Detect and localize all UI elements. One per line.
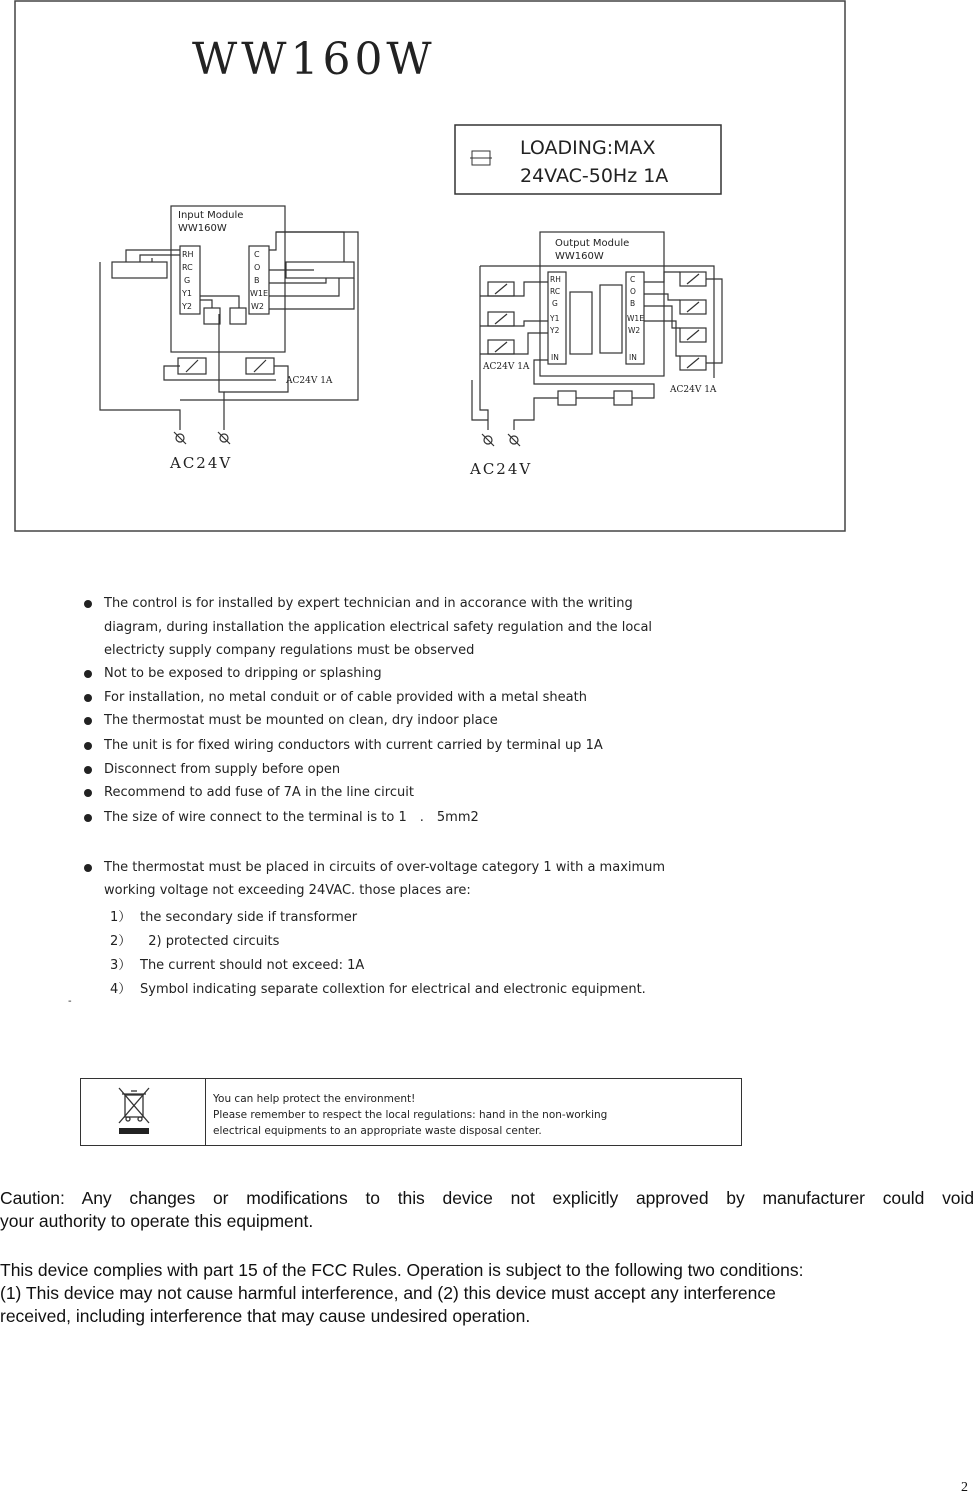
output-terminal-in-right: IN [629,353,637,362]
loading-max-label: LOADING:MAX [520,137,656,159]
item-text: 2) protected circuits [140,934,280,949]
stray-dash: - [68,996,72,1007]
input-terminal-y2: Y2 [182,302,192,311]
input-terminal-o: O [254,263,261,272]
bullet-dot [84,864,92,872]
bullet-dot [84,742,92,750]
bullet-text: The size of wire connect to the terminal is to 1 . 5mm2 [104,810,479,825]
bullet-dot [84,670,92,678]
output-terminal-b: B [630,299,636,308]
bullet-dot [84,694,92,702]
fcc-line2: (1) This device may not cause harmful interference, and (2) this device must accept any interference [0,1283,776,1303]
wiring-diagram [14,0,846,532]
item-number: 2） [110,934,132,949]
output-module-model: WW160W [555,251,604,262]
output-module-name: Output Module [555,238,630,249]
output-ac-rating-right: AC24V 1A [670,385,717,395]
input-terminal-rh: RH [182,250,194,259]
bullet-dot [84,717,92,725]
input-ac-rating: AC24V 1A [286,376,333,386]
input-power-label: AC24V [170,454,233,472]
output-terminal-c: C [630,275,636,284]
output-terminal-o: O [630,287,636,296]
item-number: 3） [110,958,132,973]
bullet-text: Recommend to add fuse of 7A in the line circuit [104,785,414,800]
item-text: Symbol indicating separate collextion for electrical and electronic equipment. [140,982,646,997]
output-terminal-rh: RH [550,275,561,284]
output-terminal-in-left: IN [551,353,559,362]
output-terminal-g: G [552,299,558,308]
diagram-title: WW160W [192,34,436,85]
loading-rating-label: 24VAC-50Hz 1A [520,165,669,187]
voltage-note-item [110,978,646,997]
item-number: 4） [110,982,132,997]
caution-line1: Caution: Any changes or modifications to this device not explicitly approved by manufacturer could void [0,1188,974,1208]
input-terminal-b: B [254,276,260,285]
environment-line1: You can help protect the environment! [213,1093,416,1105]
output-ac-rating-left: AC24V 1A [483,362,530,372]
output-terminal-w1e: W1E [627,314,644,323]
item-number: 1） [110,910,132,925]
input-terminal-g: G [184,276,191,285]
output-terminal-y1: Y1 [550,314,560,323]
fcc-line3: received, including interference that may cause undesired operation. [0,1306,531,1326]
input-terminal-rc: RC [182,263,193,272]
fcc-paragraph [0,1259,974,1328]
bullet-text: diagram, during installation the application electrical safety regulation and the local [104,620,653,635]
output-terminal-rc: RC [550,287,561,296]
bullet-dot [84,814,92,822]
bullet-dot [84,766,92,774]
item-text: The current should not exceed: 1A [140,958,365,973]
bullet-dot [84,600,92,608]
input-terminal-y1: Y1 [182,289,192,298]
fcc-line1: This device complies with part 15 of the FCC Rules. Operation is subject to the following two conditions: [0,1260,804,1280]
output-terminal-w2: W2 [628,326,641,335]
voltage-note-line2: working voltage not exceeding 24VAC. those places are: [104,883,471,898]
input-terminal-w1e: W1E [250,289,269,298]
input-module-model: WW160W [178,223,227,234]
bullet-text: Disconnect from supply before open [104,762,341,777]
caution-paragraph [0,1187,974,1233]
environment-line3: electrical equipments to an appropriate waste disposal center. [213,1125,542,1137]
voltage-note-item [110,954,364,973]
bullet-dot [84,789,92,797]
input-module-name: Input Module [178,210,244,221]
environment-text [213,1091,607,1139]
output-power-label: AC24V [470,460,533,478]
voltage-note-item [110,906,357,925]
input-terminal-c: C [254,250,260,259]
weee-bin-icon [81,1079,206,1145]
output-terminal-y2: Y2 [550,326,560,335]
bullet-text: electricty supply company regulations must be observed [104,643,475,658]
voltage-note-item [110,930,279,949]
page-number: 2 [961,1480,968,1495]
item-text: the secondary side if transformer [140,910,358,925]
bullet-text: For installation, no metal conduit or of cable provided with a metal sheath [104,690,587,705]
bullet-text: Not to be exposed to dripping or splashing [104,666,382,681]
bullet-text: The unit is for fixed wiring conductors with current carried by terminal up 1A [104,738,603,753]
input-terminal-w2: W2 [251,302,264,311]
bullet-text: The control is for installed by expert technician and in accorance with the writing [104,596,633,611]
bullet-text: The thermostat must be mounted on clean, dry indoor place [104,713,498,728]
voltage-note-line1: The thermostat must be placed in circuits of over-voltage category 1 with a maximum [104,860,666,875]
environment-line2: Please remember to respect the local regulations: hand in the non-working [213,1109,608,1121]
caution-line2: your authority to operate this equipment. [0,1211,314,1231]
environment-notice [80,1078,742,1146]
